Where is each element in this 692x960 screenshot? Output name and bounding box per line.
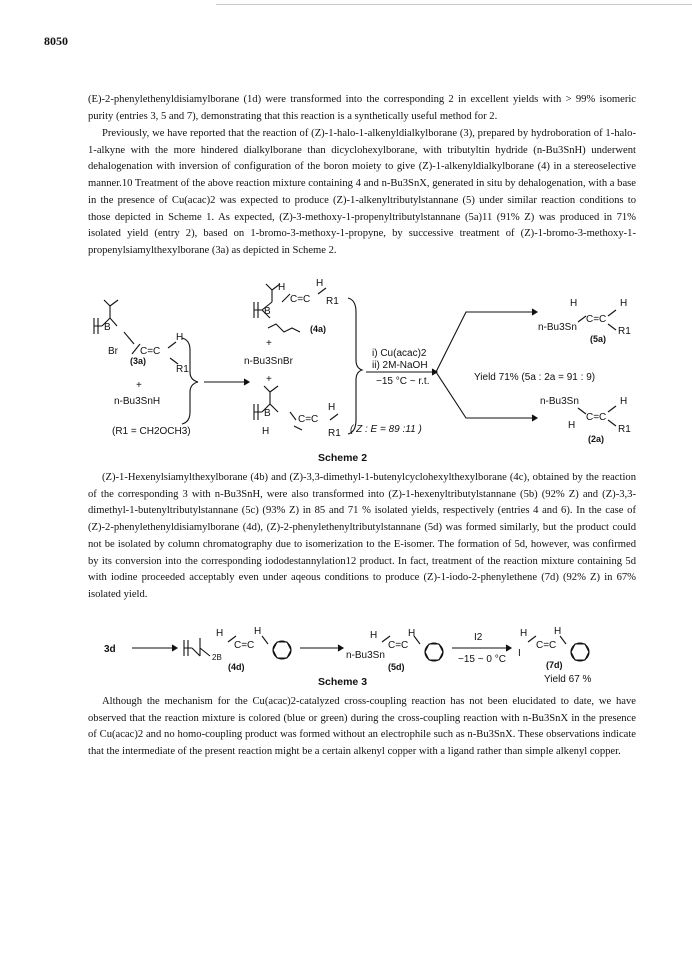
label-7d: (7d) [546,660,563,670]
label-3a: (3a) [130,356,147,366]
reagent-nbu3snbr: n-Bu3SnBr [244,356,293,367]
paragraph-4: Although the mechanism for the Cu(acac)2-catalyzed cross-coupling reaction has not been elucidated to date, we have observed that the reaction mixture is colored (blue or green) during the cross-coupling reaction with n-Bu3SnX in the presence of Cu(acac)2 and no homo-coupling product was formed without an electrophile such as n-Bu3SnX. These observations indicate that the intermediate of the present reaction might be a certain alkenyl copper with a ligand rather than simple alkenyl copper. [88,696,636,758]
ceq-4a: C=C [290,294,311,305]
product-2a-sn: n-Bu3Sn [540,396,579,407]
atom-h-4d-1: H [216,628,224,639]
condition-2: ii) 2M-NaOH [372,360,428,371]
product-5a-sn: n-Bu3Sn [538,322,577,333]
atom-h-5a-1: H [570,298,578,309]
reagent-nbu3snh: n-Bu3SnH [114,396,161,407]
r1-2a-borane: R1 [328,428,341,439]
b2-subscript: 2B [212,653,222,662]
label-4d: (4d) [228,662,245,672]
atom-h-2a-2: H [568,420,576,431]
atom-h-7d-2: H [554,626,562,637]
atom-h-5d-1: H [370,630,378,641]
reagent-iodine: I2 [474,632,483,643]
atom-h-4a-1: H [278,282,286,293]
atom-h-5d-2: H [408,628,416,639]
paragraph-1: (E)-2-phenylethenyldisiamylborane (1d) were transformed into the corresponding 2 in excellent yields with > 99% isomeric purity (entries 3, 5 and 7), demonstrating that this reaction is a synthetically useful method for 2. [88,94,636,122]
atom-h-5a-2: H [620,298,628,309]
r1-4a: R1 [326,296,339,307]
yield-scheme2: Yield 71% (5a : 2a = 91 : 9) [474,372,596,383]
atom-br-3a: Br [108,346,118,357]
label-5d: (5d) [388,662,405,672]
product-5d-sn: n-Bu3Sn [346,650,385,661]
atom-h-2a-borane-2: H [328,402,336,413]
ceq-5a: C=C [586,314,607,325]
scheme-3-caption: Scheme 3 [318,676,368,688]
atom-h-7d-1: H [520,628,528,639]
plus-1: + [136,380,142,391]
paragraph-2: Previously, we have reported that the reaction of (Z)-1-halo-1-alkenyldialkylborane (3), prepared by hydroboration of 1-halo-1-alkyne with the more hindered dialkylborane than dicyclohexylborane, with tributyltin hydride (n-Bu3SnH) underwent dehalogenation with inversion of configuration of the boron moiety to give (Z)-1-alkenyldialkylborane (4) in a stereoselective manner.10 Treatment of the above reaction mixture containing 4 and n-Bu3SnX, generated in situ by dehalogenation, with a base in the presence of Cu(acac)2 was expected to produce (Z)-1-alkenyltributylstannane (5) under similar reaction conditions to those depicted in Scheme 1. As expected, (Z)-3-methoxy-1-propenyltributylstannane (5a)11 (91% Z) was produced in 71% isolated yield (entry 2), based on 1-bromo-3-methoxy-1-propyne, by successive treatment of (Z)-1-bromo-3-methoxy-1-propenylsiamylthexylborane (3a) as depicted in Scheme 2. [88,128,636,256]
ceq-7d: C=C [536,640,557,651]
ceq-2a: C=C [586,412,607,423]
r1-definition: (R1 = CH2OCH3) [112,426,191,437]
label-5a: (5a) [590,334,607,344]
condition-temp: −15 ~ 0 °C [458,654,506,665]
reactant-3d: 3d [104,644,116,655]
r1-3a: R1 [176,364,189,375]
yield-scheme3: Yield 67 % [544,674,592,685]
r1-5a: R1 [618,326,631,337]
atom-i-7d: I [518,648,521,659]
condition-3: −15 °C ~ r.t. [376,376,430,387]
ceq-2a-borane: C=C [298,414,319,425]
atom-h-4a-2: H [316,278,324,289]
label-2a: (2a) [588,434,605,444]
atom-h-3a: H [176,332,184,343]
ze-ratio: ( Z : E = 89 :11 ) [350,424,422,435]
scheme-2-caption: Scheme 2 [318,452,368,464]
label-4a: (4a) [310,324,327,334]
atom-b-3a: B [104,322,111,333]
atom-h-2a-borane: H [262,426,270,437]
atom-h-4d-2: H [254,626,262,637]
plus-3: + [266,374,272,385]
ceq-3a: C=C [140,346,161,357]
plus-2: + [266,338,272,349]
atom-h-2a-1: H [620,396,628,407]
r1-2a: R1 [618,424,631,435]
condition-1: i) Cu(acac)2 [372,348,427,359]
ceq-5d: C=C [388,640,409,651]
paragraph-3: (Z)-1-Hexenylsiamylthexylborane (4b) and (Z)-3,3-dimethyl-1-butenylcyclohexylthexylborane (4c), obtained by the reaction of the corresponding 3 with n-Bu3SnH, were also transformed into (Z)-1-hexenyltributylstannane (5b) (92% Z) and (Z)-3,3-dimethyl-1-butenyltributylstannane (5c) (93% Z) in 85 and 71 % isolated yields, respectively (entries 4 and 6). In the case of (Z)-2-phenylethenyldisiamylborane (4d), (Z)-2-phenylethenyltributylstannane (5d) was formed similarly, but the product could not be isolated by column chromatography due to isomerization to the E-isomer. The formation of 5d, however, was confirmed by its conversion into the corresponding iododestannylation12 product. In fact, treatment of the reaction mixture containing 5d with iodine proceeded acceptably even under aqeous conditions to produce (Z)-1-iodo-2-phenylethene (7d) (92% Z) in 67% isolated yield. [88,472,636,600]
atom-b-2a-borane: B [264,408,271,419]
atom-b-4a: B [264,306,271,317]
ceq-4d: C=C [234,640,255,651]
page-number: 8050 [44,34,68,48]
